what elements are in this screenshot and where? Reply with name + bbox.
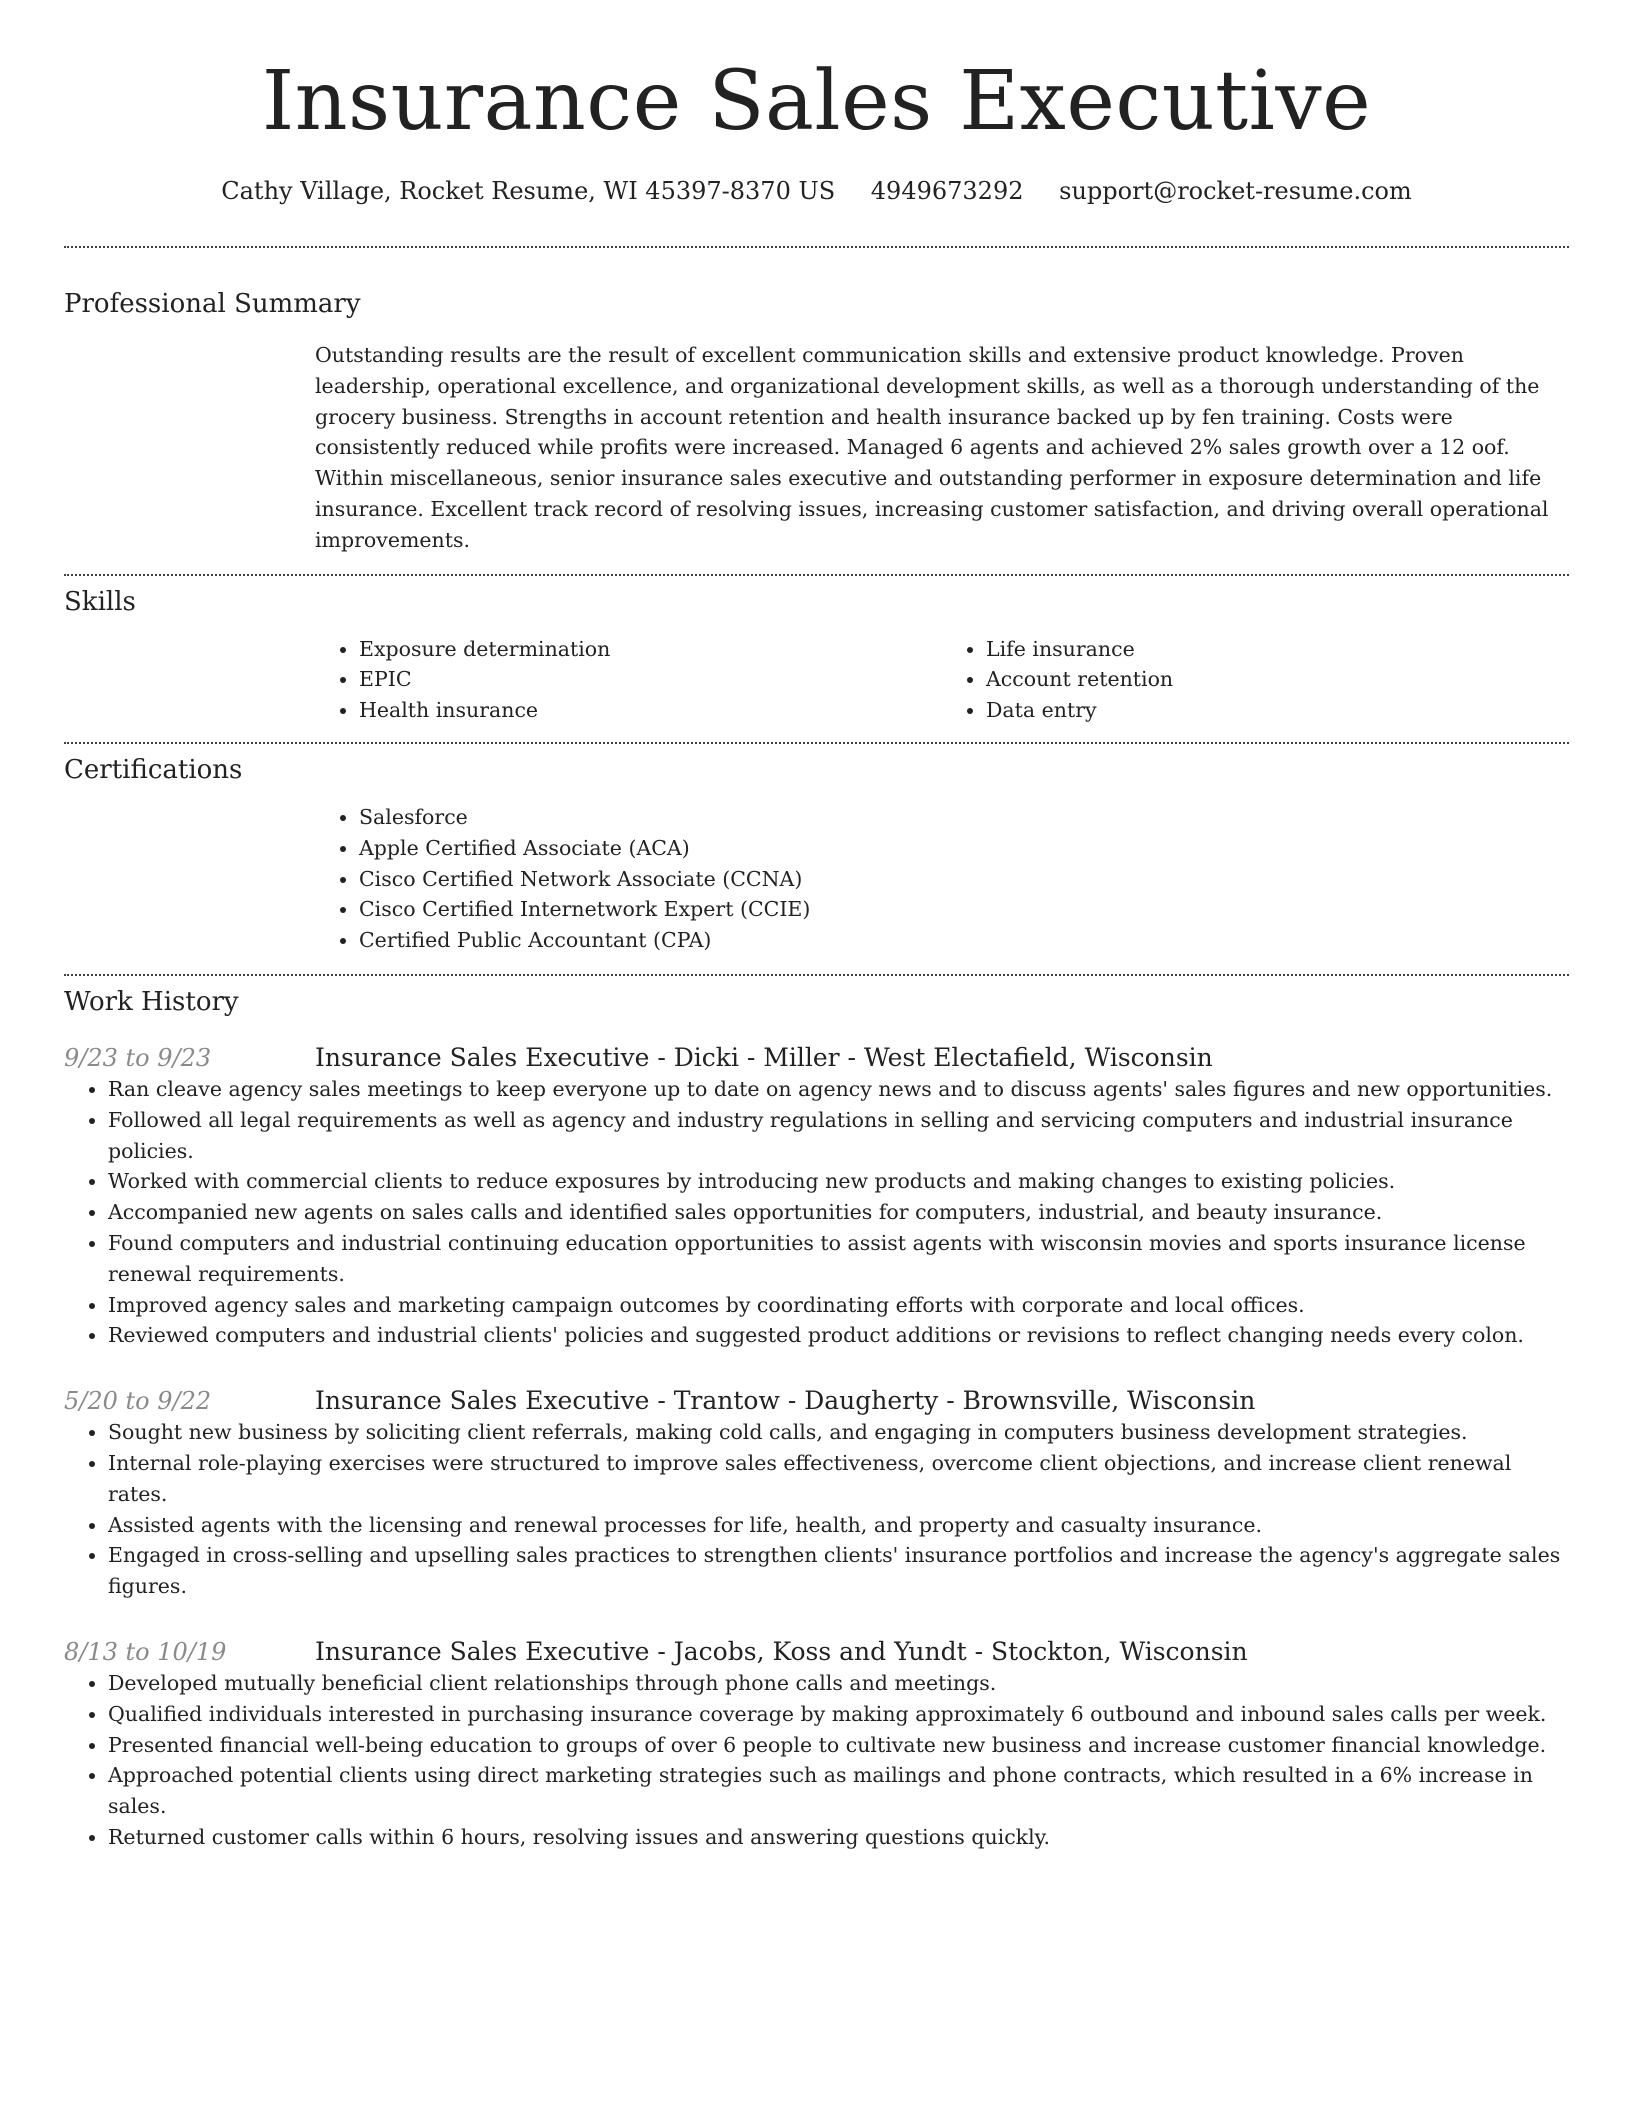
skills-grid <box>315 634 1569 726</box>
certification-item: • Cisco Certified Internetwork Expert (CCIE) <box>359 894 1569 925</box>
job-bullet: • Followed all legal requirements as well as agency and industry regulations in selling and servicing computers and industrial insurance policies. <box>108 1105 1569 1167</box>
skills-list-right <box>942 634 1569 726</box>
job-title: Insurance Sales Executive - Trantow - Daugherty - Brownsville, Wisconsin <box>315 1386 1256 1416</box>
certifications-heading: Certifications <box>64 754 243 785</box>
job-bullet: • Reviewed computers and industrial clients' policies and suggested product additions or revisions to reflect changing needs every colon. <box>108 1320 1569 1351</box>
work-history-section <box>64 976 1569 1853</box>
job-bullet: • Developed mutually beneficial client relationships through phone calls and meetings. <box>108 1668 1569 1699</box>
contact-line <box>64 176 1569 206</box>
job-bullet: • Presented financial well-being education to groups of over 6 people to cultivate new business and increase customer financial knowledge. <box>108 1730 1569 1761</box>
job-bullet: • Accompanied new agents on sales calls and identified sales opportunities for computers, industrial, and beauty insurance. <box>108 1197 1569 1228</box>
resume-name-title: Insurance Sales Executive <box>261 54 1372 149</box>
skill-item: • Health insurance <box>359 695 942 726</box>
job-bullet: • Ran cleave agency sales meetings to keep everyone up to date on agency news and to discuss agents' sales figures and new opportunities. <box>108 1074 1569 1105</box>
job-dates: 9/23 to 9/23 <box>64 1043 212 1072</box>
skill-item: • Exposure determination <box>359 634 942 665</box>
summary-section <box>64 248 1569 556</box>
job-bullet: • Qualified individuals interested in purchasing insurance coverage by making approximately 6 outbound and inbound sales calls per week. <box>108 1699 1569 1730</box>
contact-email: support@rocket-resume.com <box>1059 177 1412 205</box>
summary-content <box>315 340 1569 556</box>
job-bullets <box>64 1668 1569 1853</box>
job-bullet: • Internal role-playing exercises were structured to improve sales effectiveness, overcome client objections, and increase client renewal rates. <box>108 1448 1569 1510</box>
job-dates: 5/20 to 9/22 <box>64 1387 212 1416</box>
skill-item: • Life insurance <box>986 634 1569 665</box>
certifications-section <box>64 744 1569 956</box>
certification-item: • Apple Certified Associate (ACA) <box>359 833 1569 864</box>
work-history-heading: Work History <box>64 986 239 1017</box>
skills-list-left <box>315 634 942 726</box>
job-bullet: • Approached potential clients using direct marketing strategies such as mailings and phone contracts, which resulted in a 6% increase in sales. <box>108 1760 1569 1822</box>
contact-phone: 4949673292 <box>870 177 1024 205</box>
job-entry <box>64 1385 1569 1602</box>
job-bullet: • Engaged in cross-selling and upselling sales practices to strengthen clients' insurance portfolios and increase the agency's aggregate sales figures. <box>108 1540 1569 1602</box>
summary-heading: Professional Summary <box>64 289 361 319</box>
job-entry <box>64 1636 1569 1853</box>
certification-item: • Salesforce <box>359 802 1569 833</box>
job-bullets <box>64 1417 1569 1602</box>
job-bullet: • Found computers and industrial continuing education opportunities to assist agents with wisconsin movies and sports insurance license renewal requirements. <box>108 1228 1569 1290</box>
summary-text: Outstanding results are the result of excellent communication skills and extensive product knowledge. Proven leadership, operational excellence, and organizational development skills, as well as a thorough understanding of the grocery business. Strengths in account retention and health insurance backed up by fen training. Costs were consistently reduced while profits were increased. Managed 6 agents and achieved 2% sales growth over a 12 oof. Within miscellaneous, senior insurance sales executive and outstanding performer in exposure determination and life insurance. Excellent track record of resolving issues, increasing customer satisfaction, and driving overall operational improvements. <box>315 343 1549 552</box>
certification-item: • Certified Public Accountant (CPA) <box>359 925 1569 956</box>
job-bullets <box>64 1074 1569 1351</box>
job-title: Insurance Sales Executive - Dicki - Miller - West Electafield, Wisconsin <box>315 1042 1213 1072</box>
job-dates: 8/13 to 10/19 <box>64 1637 227 1666</box>
resume-page <box>64 0 1569 1853</box>
skill-item: • Data entry <box>986 695 1569 726</box>
job-title: Insurance Sales Executive - Jacobs, Koss and Yundt - Stockton, Wisconsin <box>315 1636 1248 1666</box>
job-entry <box>64 1042 1569 1351</box>
contact-address: Cathy Village, Rocket Resume, WI 45397-8370 US <box>221 177 836 205</box>
skill-item: • EPIC <box>359 664 942 695</box>
job-bullet: • Worked with commercial clients to reduce exposures by introducing new products and making changes to existing policies. <box>108 1166 1569 1197</box>
job-bullet: • Assisted agents with the licensing and renewal processes for life, health, and property and casualty insurance. <box>108 1510 1569 1541</box>
job-bullet: • Returned customer calls within 6 hours, resolving issues and answering questions quickly. <box>108 1822 1569 1853</box>
certifications-content <box>315 802 1569 956</box>
skills-heading: Skills <box>64 586 136 617</box>
skills-section <box>64 576 1569 726</box>
certifications-list <box>315 802 1569 956</box>
job-bullet: • Improved agency sales and marketing campaign outcomes by coordinating efforts with corporate and local offices. <box>108 1290 1569 1321</box>
certification-item: • Cisco Certified Network Associate (CCNA) <box>359 864 1569 895</box>
skill-item: • Account retention <box>986 664 1569 695</box>
job-bullet: • Sought new business by soliciting client referrals, making cold calls, and engaging in computers business development strategies. <box>108 1417 1569 1448</box>
